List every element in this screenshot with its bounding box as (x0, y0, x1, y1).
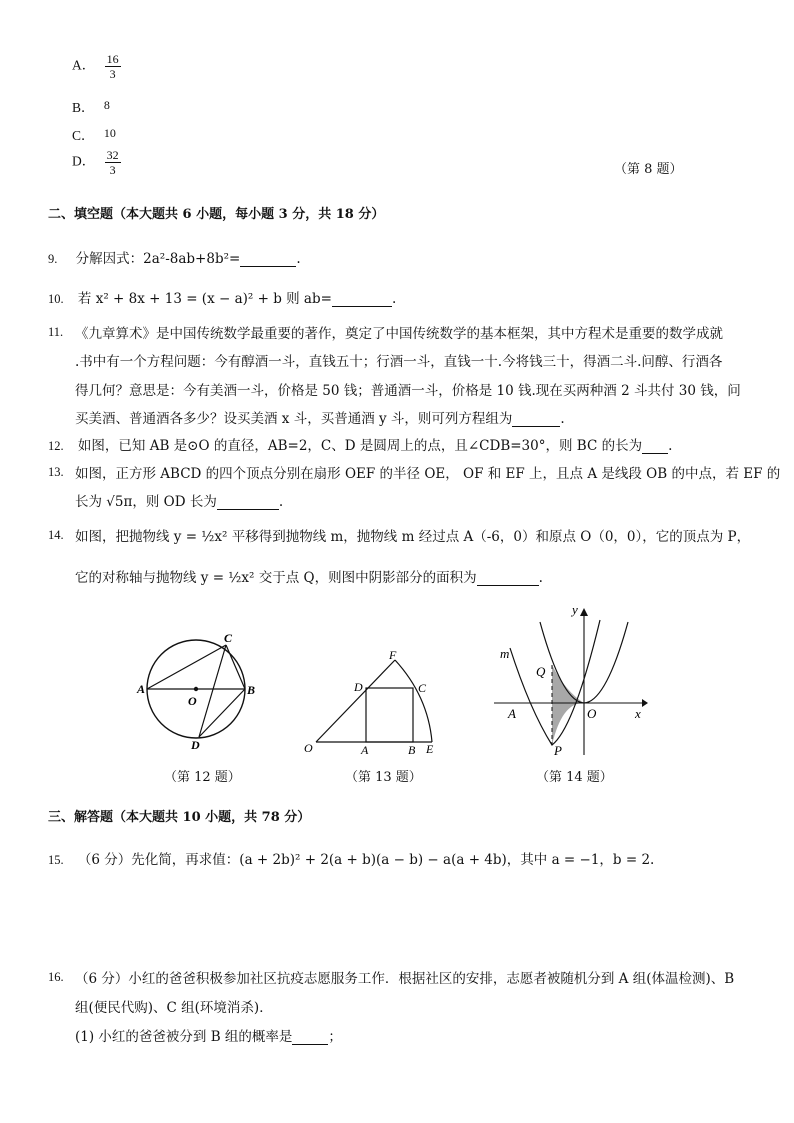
question-16-line2: 组(便民代购)、C 组(环境消杀)． (75, 1000, 273, 1016)
question-11-line2: .书中有一个方程问题：今有醇酒一斗，直钱五十；行酒一斗，直钱一十.今将钱三十，得酒二斗.问醇、行酒各 (75, 354, 723, 370)
question-16-line1: （6 分）小红的爸爸积极参加社区抗疫志愿服务工作．根据社区的安排，志愿者被随机分到 A 组(体温检测)、B (75, 971, 735, 987)
question-text: 长为 √5π，则 OD 长为 (75, 494, 217, 510)
question-11-line1: 《九章算术》是中国传统数学最重要的著作，奠定了中国传统数学的基本框架，其中方程术是重要的数学成就 (75, 326, 723, 342)
label-b: B (247, 683, 256, 697)
label-d: D (354, 680, 363, 694)
y-axis-arrow (580, 608, 588, 616)
option-b-value: 8 (103, 98, 110, 112)
question-14-number: 14. (48, 528, 64, 542)
x-axis-arrow (642, 699, 648, 707)
label-x: x (635, 706, 641, 721)
radius-of (316, 660, 395, 742)
label-c: C (224, 632, 233, 645)
question-text: 买美酒、普通酒各多少？设买美酒 x 斗，买普通酒 y 斗，则可列方程组为 (75, 411, 513, 427)
fraction-denominator: 3 (109, 67, 116, 81)
answer-blank[interactable] (217, 497, 279, 510)
square-abcd (366, 688, 413, 742)
question-15 (48, 848, 654, 868)
question-number: 12. (48, 439, 64, 453)
question-14-line2 (75, 566, 543, 586)
question-10 (48, 287, 396, 307)
figure-12-diagram (136, 632, 266, 754)
question-14-line1: 如图，把抛物线 y = ½x² 平移得到抛物线 m，抛物线 m 经过点 A（-6，0）和原点 O（0，0），它的顶点为 P， (75, 529, 751, 545)
figure-14-caption: （第 14 题） (536, 770, 613, 785)
question-16-sub1 (75, 1025, 342, 1045)
question-text: （6 分）先化简，再求值：(a + 2b)² + 2(a + b)(a − b) − a(a + 4b)，其中 a = −1，b = 2. (77, 852, 655, 868)
label-a: A (508, 706, 516, 721)
section-2-title: 二、填空题（本大题共 6 小题，每小题 3 分，共 18 分） (48, 207, 385, 222)
option-d-letter: D． (72, 153, 96, 169)
fraction-numerator: 16 (106, 52, 119, 66)
question-12 (48, 434, 672, 454)
option-d (72, 148, 121, 177)
question-11-number: 11. (48, 325, 64, 339)
label-q: Q (536, 664, 546, 679)
option-c-letter: C． (72, 128, 95, 143)
label-y: y (572, 602, 578, 617)
question-text: 如图，已知 AB 是⊙O 的直径，AB=2，C、D 是圆周上的点，且∠CDB=30°，则 BC 的长为 (77, 438, 643, 454)
shaded-region (552, 665, 584, 745)
figure-13-caption: （第 13 题） (345, 770, 422, 785)
label-p: P (554, 743, 562, 758)
fraction-numerator: 32 (106, 148, 119, 162)
option-a-letter: A． (72, 57, 96, 73)
answer-blank[interactable] (477, 573, 539, 586)
figure-12-caption: （第 12 题） (164, 770, 241, 785)
label-b: B (408, 743, 416, 756)
label-o: O (587, 706, 597, 721)
question-9 (48, 247, 301, 267)
label-a: A (137, 682, 146, 696)
option-a-fraction (105, 52, 121, 81)
answer-blank[interactable] (642, 441, 668, 454)
question-number: 10. (48, 292, 64, 306)
section-3-title: 三、解答题（本大题共 10 小题，共 78 分） (48, 810, 311, 825)
question-13-number: 13. (48, 465, 64, 479)
question-tail: . (560, 411, 565, 427)
label-m: m (500, 646, 510, 661)
question-11-line3: 得几何？意思是：今有美酒一斗，价格是 50 钱；普通酒一斗，价格是 10 钱.现在买两种酒 2 斗共付 30 钱，问 (75, 383, 741, 399)
sub-question-text: (1) 小红的爸爸被分到 B 组的概率是 (75, 1029, 293, 1045)
chord-cb (226, 645, 245, 689)
option-c (72, 124, 116, 144)
question-tail: . (391, 291, 397, 307)
question-number: 15. (48, 853, 64, 867)
label-f: F (389, 648, 397, 662)
figure-13-diagram (300, 646, 450, 756)
question-13-line1: 如图，正方形 ABCD 的四个顶点分别在扇形 OEF 的半径 OE， OF 和 EF 上，且点 A 是线段 OB 的中点，若 EF 的 (75, 466, 781, 482)
center-point (194, 687, 198, 691)
option-c-value: 10 (103, 126, 116, 140)
question-text: 分解因式：2a²-8ab+8b²= (75, 251, 241, 267)
label-a: A (361, 743, 369, 756)
label-d: D (191, 738, 200, 752)
question-16-number: 16. (48, 970, 64, 984)
question-text: 若 x² + 8x + 13 = (x − a)² + b 则 ab= (77, 291, 332, 307)
answer-blank[interactable] (332, 294, 392, 307)
answer-blank[interactable] (292, 1032, 328, 1045)
fraction-denominator: 3 (109, 163, 116, 177)
option-a (72, 52, 121, 81)
answer-blank[interactable] (512, 414, 560, 427)
question-tail: ； (328, 1029, 342, 1045)
option-d-fraction (105, 148, 121, 177)
question-number: 9. (48, 252, 58, 266)
figure-14-diagram (490, 600, 650, 758)
q8-caption: （第 8 题） (614, 162, 683, 177)
question-tail: . (668, 438, 673, 454)
label-c: C (418, 681, 427, 695)
question-13-line2 (75, 490, 283, 510)
chord-ac (147, 645, 226, 689)
label-o: O (188, 694, 197, 708)
answer-blank[interactable] (240, 254, 296, 267)
option-b-letter: B． (72, 100, 95, 115)
option-b (72, 96, 110, 116)
label-o: O (304, 741, 313, 755)
question-tail: . (296, 251, 301, 267)
question-text: 它的对称轴与抛物线 y = ½x² 交于点 Q，则图中阴影部分的面积为 (75, 570, 477, 586)
question-11-line4 (75, 407, 565, 427)
question-tail: . (278, 494, 284, 510)
label-e: E (426, 742, 434, 756)
question-tail: . (538, 570, 543, 586)
